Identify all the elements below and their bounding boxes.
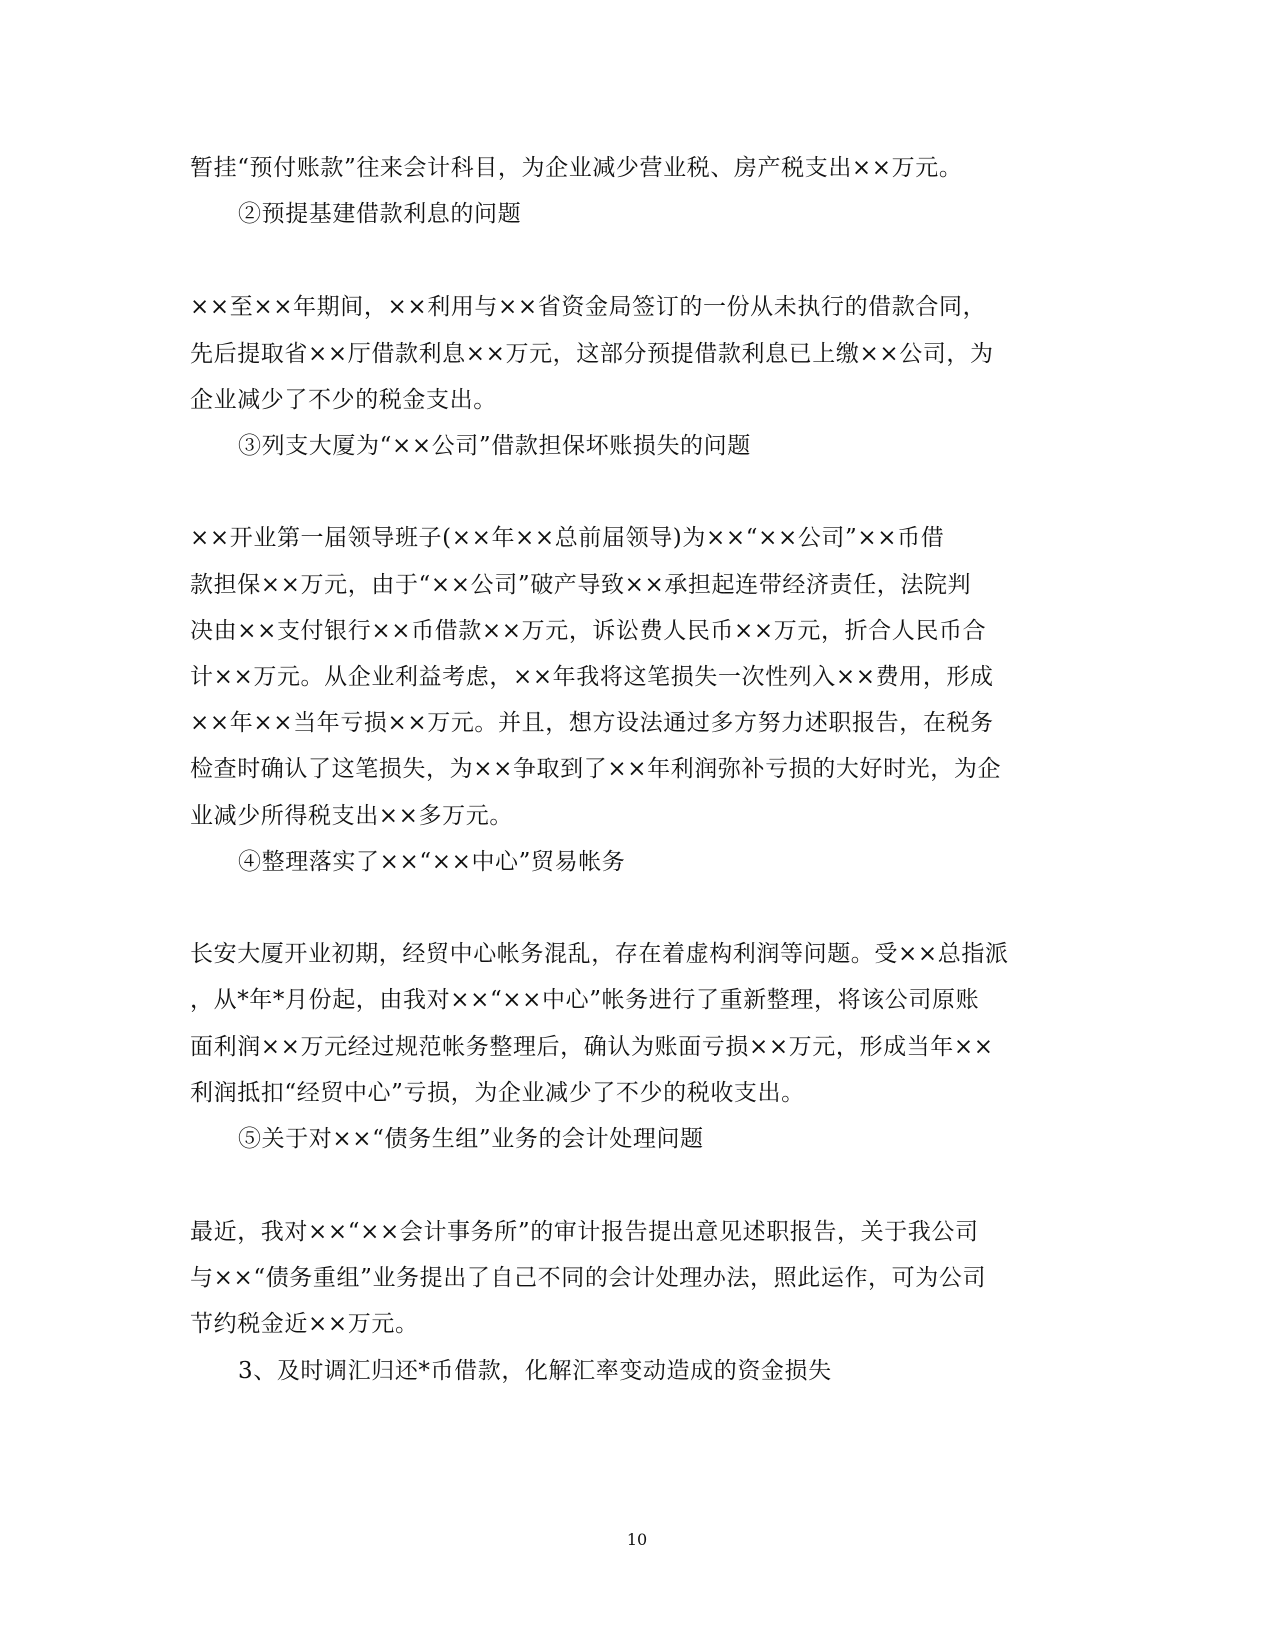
section-heading: ②预提基建借款利息的问题 — [238, 201, 522, 227]
text-line: ××至××年期间，××利用与××省资金局签订的一份从未执行的借款合同， — [190, 294, 987, 320]
text-line: 长安大厦开业初期，经贸中心帐务混乱，存在着虚构利润等问题。受××总指派 — [190, 941, 1009, 967]
text-line: 节约税金近××万元。 — [190, 1311, 419, 1337]
text-line: 款担保××万元，由于“××公司”破产导致××承担起连带经济责任，法院判 — [190, 572, 972, 598]
text-line: 利润抵扣“经贸中心”亏损，为企业减少了不少的税收支出。 — [190, 1080, 805, 1106]
text-line: 检查时确认了这笔损失，为××争取到了××年利润弥补亏损的大好时光，为企 — [190, 756, 1002, 782]
text-line: 业减少所得税支出××多万元。 — [190, 803, 513, 829]
section-heading: ④整理落实了××“××中心”贸易帐务 — [238, 849, 626, 875]
section-heading: ⑤关于对××“债务生组”业务的会计处理问题 — [238, 1126, 704, 1152]
text-line: ××年××当年亏损××万元。并且，想方设法通过多方努力述职报告，在税务 — [190, 710, 994, 736]
text-line: ，从*年*月份起，由我对××“××中心”帐务进行了重新整理，将该公司原账 — [190, 987, 980, 1013]
text-line: 暂挂“预付账款”往来会计科目，为企业减少营业税、房产税支出××万元。 — [190, 155, 963, 181]
text-line: 企业减少了不少的税金支出。 — [190, 387, 497, 413]
text-line: 最近，我对××“××会计事务所”的审计报告提出意见述职报告，关于我公司 — [190, 1219, 979, 1245]
text-line: 面利润××万元经过规范帐务整理后，确认为账面亏损××万元，形成当年×× — [190, 1034, 994, 1060]
text-line: 计××万元。从企业利益考虑，××年我将这笔损失一次性列入××费用，形成 — [190, 664, 994, 690]
text-line: 决由××支付银行××币借款××万元，诉讼费人民币××万元，折合人民币合 — [190, 618, 987, 644]
page-number: 10 — [626, 1530, 648, 1549]
text-line: 与××“债务重组”业务提出了自己不同的会计处理办法，照此运作，可为公司 — [190, 1265, 987, 1291]
text-line: ××开业第一届领导班子(××年××总前届领导)为××“××公司”××币借 — [190, 525, 945, 551]
section-heading: 3、及时调汇归还*币借款，化解汇率变动造成的资金损失 — [238, 1358, 832, 1384]
text-line: 先后提取省××厅借款利息××万元，这部分预提借款利息已上缴××公司，为 — [190, 341, 994, 367]
section-heading: ③列支大厦为“××公司”借款担保坏账损失的问题 — [238, 433, 751, 459]
